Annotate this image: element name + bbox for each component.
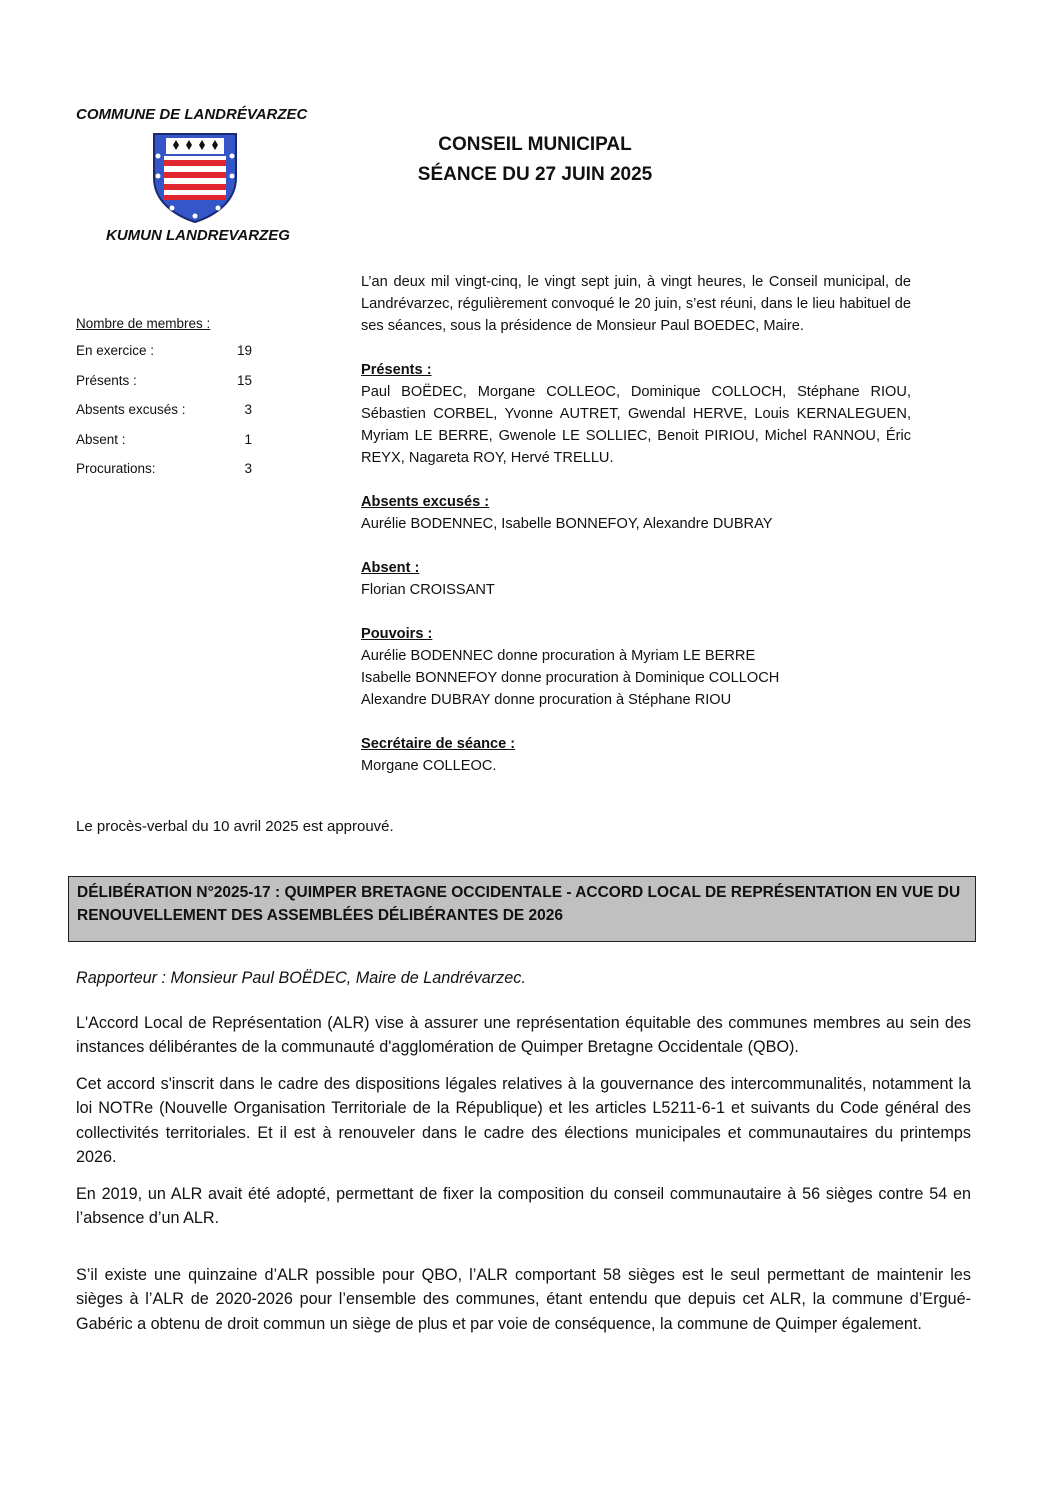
members-label: Absent : xyxy=(76,431,126,447)
session-intro xyxy=(361,271,911,777)
members-value: 3 xyxy=(244,402,252,417)
body-paragraph: S’il existe une quinzaine d’ALR possible pour QBO, l’ALR comportant 58 sièges est le seul permettant de maintenir les sièges à l’ALR de 2020-2026 pour l’ensemble des communes, étant entendu que depuis cet ALR, la commune d’Ergué-Gabéric a obtenu de droit commun un siège de plus et par voie de conséquence, la commune de Quimper également. xyxy=(76,1265,971,1333)
presents-label: Présents : xyxy=(361,362,432,378)
page-title xyxy=(340,130,730,190)
members-heading: Nombre de membres : xyxy=(76,316,211,331)
members-summary xyxy=(76,316,252,491)
deliberation-body xyxy=(76,966,971,1348)
members-value: 1 xyxy=(244,431,252,447)
body-paragraph: L'Accord Local de Représentation (ALR) vise à assurer une représentation équitable des communes membres au sein des instances délibérantes de la communauté d'agglomération de Quimper Bretagne Occidentale (QBO). xyxy=(76,1013,971,1056)
members-row xyxy=(76,373,252,403)
title-line-2: SÉANCE DU 27 JUIN 2025 xyxy=(417,164,653,185)
commune-name-fr: COMMUNE DE LANDRÉVARZEC xyxy=(76,106,308,123)
members-row xyxy=(76,343,252,373)
pv-approved: Le procès-verbal du 10 avril 2025 est approuvé. xyxy=(76,818,394,835)
absent-list: Florian CROISSANT xyxy=(361,582,495,598)
body-paragraph: Cet accord s'inscrit dans le cadre des dispositions légales relatives à la gouvernance des intercommunalités, notamment la loi NOTRe (Nouvelle Organisation Territoriale de la République) et les articles L5211-6-1 et suivants du Code général des collectivités territoriales. Et il est à renouveler dans le cadre des élections municipales et communautaires du printemps 2026. xyxy=(76,1074,971,1166)
deliberation-title: DÉLIBÉRATION N°2025-17 : QUIMPER BRETAGNE OCCIDENTALE - ACCORD LOCAL DE REPRÉSENTATION EN VUE DU RENOUVELLEMENT DES ASSEMBLÉES DÉLIBÉRANTES DE 2026 xyxy=(68,876,976,942)
pouvoir-line: Isabelle BONNEFOY donne procuration à Dominique COLLOCH xyxy=(361,670,780,686)
pouvoirs-label: Pouvoirs : xyxy=(361,626,433,642)
members-label: Procurations: xyxy=(76,461,156,476)
coat-of-arms-icon xyxy=(148,128,242,224)
pouvoir-line: Aurélie BODENNEC donne procuration à Myriam LE BERRE xyxy=(361,648,756,664)
pouvoir-line: Alexandre DUBRAY donne procuration à Stéphane RIOU xyxy=(361,692,732,708)
members-label: Présents : xyxy=(76,372,137,388)
presents-list: Paul BOËDEC, Morgane COLLEOC, Dominique COLLOCH, Stéphane RIOU, Sébastien CORBEL, Yvonne AUTRET, Gwendal HERVE, Louis KERNALEGUEN, Myriam LE BERRE, Gwenole LE SOLLIEC, Benoit PIRIOU, Michel RANNOU, Éric REYX, Nagareta ROY, Hervé TRELLU. xyxy=(361,384,911,466)
absent-label: Absent : xyxy=(361,560,420,576)
secretaire-label: Secrétaire de séance : xyxy=(361,736,516,752)
secretaire-name: Morgane COLLEOC. xyxy=(361,758,497,774)
commune-name-br: KUMUN LANDREVARZEG xyxy=(106,227,290,244)
members-row xyxy=(76,432,252,462)
rapporteur: Rapporteur : Monsieur Paul BOËDEC, Maire de Landrévarzec. xyxy=(76,969,526,987)
members-row xyxy=(76,402,252,432)
members-label: En exercice : xyxy=(76,343,155,358)
members-value: 3 xyxy=(244,461,252,476)
excuses-label: Absents excusés : xyxy=(361,494,490,510)
members-value: 15 xyxy=(236,372,252,388)
members-label: Absents excusés : xyxy=(76,402,186,417)
members-row xyxy=(76,461,252,491)
members-value: 19 xyxy=(236,343,252,358)
body-paragraph: En 2019, un ALR avait été adopté, permettant de fixer la composition du conseil communautaire à 56 sièges contre 54 en l’absence d’un ALR. xyxy=(76,1184,971,1227)
intro-paragraph: L’an deux mil vingt-cinq, le vingt sept juin, à vingt heures, le Conseil municipal, de Landrévarzec, régulièrement convoqué le 20 juin, s’est réuni, dans le lieu habituel de ses séances, sous la présidence de Monsieur Paul BOEDEC, Maire. xyxy=(361,274,911,334)
excuses-list: Aurélie BODENNEC, Isabelle BONNEFOY, Alexandre DUBRAY xyxy=(361,516,773,532)
title-line-1: CONSEIL MUNICIPAL xyxy=(438,134,632,155)
